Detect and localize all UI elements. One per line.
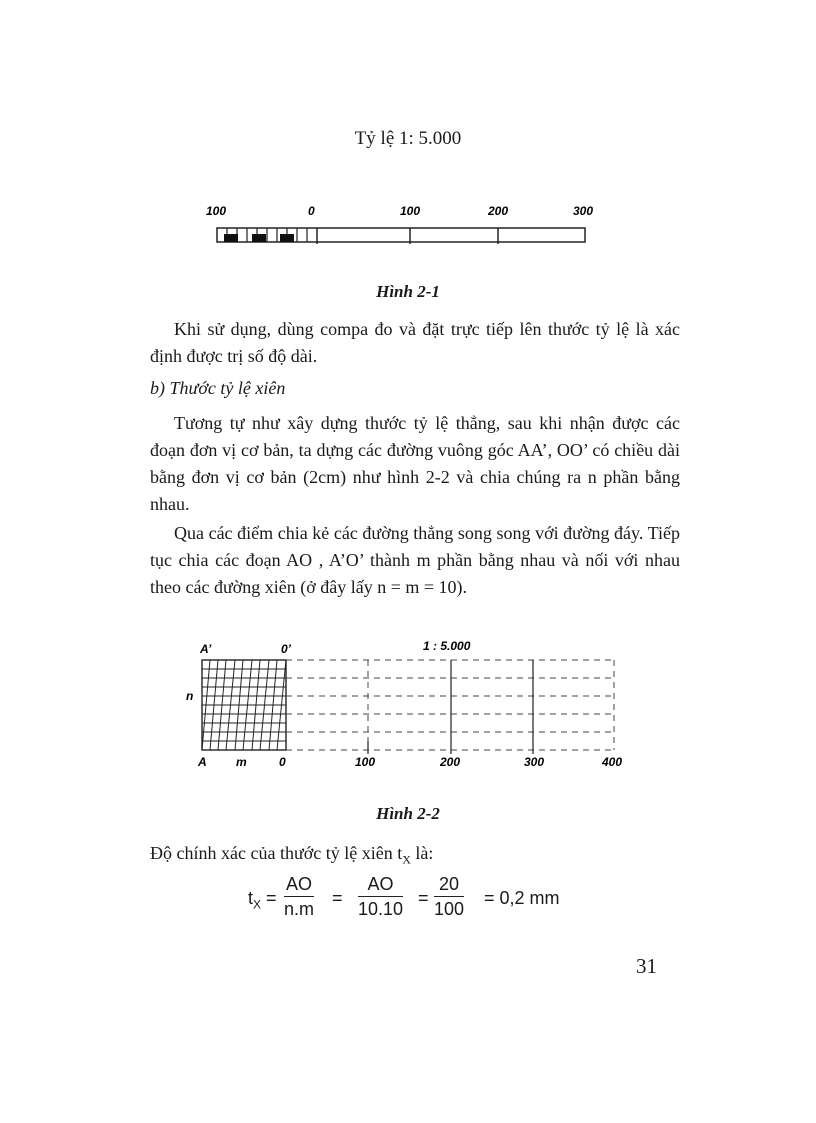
paragraph-3: Qua các điểm chia kẻ các đường thẳng song song với đường đáy. Tiếp tục chia các đoạn AO , A’O’ thành m phần bằng nhau và nối với nhau theo các đường xiên (ở đây lấy n = m = 10).: [150, 523, 680, 597]
fraction-20-over-100: [434, 872, 464, 921]
figure-2-2-caption: Hình 2-2: [376, 804, 440, 823]
fig1-label-100-left: 100: [206, 204, 227, 218]
fig1-label-0: 0: [308, 204, 315, 218]
scale-subdivisions: [227, 228, 307, 242]
fraction-3-numerator: 20: [434, 872, 464, 897]
paragraph-4: [150, 840, 680, 874]
figure-2-1-caption: Hình 2-1: [376, 282, 440, 301]
fig1-label-200: 200: [488, 204, 509, 218]
fig2-label-400: 400: [602, 755, 623, 769]
fig2-label-A-prime: A’: [200, 642, 212, 656]
paragraph-4-end: là:: [410, 843, 434, 863]
diagonal-grid: [202, 660, 286, 750]
precision-formula: [240, 872, 580, 928]
figure-2-1-straight-scale: [200, 198, 600, 248]
formula-eq-2: =: [332, 888, 343, 908]
formula-lhs: [248, 888, 277, 912]
formula-eq-3: =: [418, 888, 429, 908]
fig2-label-300: 300: [524, 755, 545, 769]
fraction-2-numerator: AO: [358, 872, 403, 897]
page-number: 31: [636, 954, 657, 978]
formula-lhs-t: t: [248, 888, 254, 908]
fraction-ao-over-10-10: [358, 872, 403, 921]
paragraph-4-subscript: X: [402, 852, 411, 867]
fig2-label-n: n: [186, 689, 194, 703]
fig1-label-300: 300: [573, 204, 594, 218]
unit-dividers: [368, 660, 533, 754]
fraction-1-numerator: AO: [284, 872, 314, 897]
paragraph-1: Khi sử dụng, dùng compa đo và đặt trực tiếp lên thước tỷ lệ là xác định được trị số độ dài.: [150, 319, 680, 366]
subheading-oblique-scale: b) Thước tỷ lệ xiên: [150, 378, 286, 398]
scale-bar-outline: [217, 228, 585, 242]
fig1-label-100: 100: [400, 204, 421, 218]
fraction-ao-over-nm: [284, 872, 314, 921]
fig2-label-m: m: [236, 755, 247, 769]
fig2-label-O-prime: 0’: [281, 642, 292, 656]
formula-result: = 0,2 mm: [484, 888, 560, 908]
formula-eq-1: =: [266, 888, 277, 908]
fig2-label-200: 200: [440, 755, 461, 769]
fraction-1-denominator: n.m: [284, 899, 315, 919]
figure-2-2-oblique-scale: [178, 636, 638, 776]
scale-filled-segments: [224, 234, 294, 242]
faint-extension-lines: [286, 660, 614, 750]
fig2-scale-label: 1 : 5.000: [423, 639, 471, 653]
fig2-label-100: 100: [355, 755, 376, 769]
fig2-label-A: A: [198, 755, 207, 769]
fraction-2-denominator: 10.10: [358, 899, 404, 919]
paragraph-2: Tương tự như xây dựng thước tỷ lệ thẳng, sau khi nhận được các đoạn đơn vị cơ bản, ta dựng các đường vuông góc AA’, OO’ có chiều dài bằng đơn vị cơ bản (2cm) như hình 2-2 và chia chúng ra n phần bằng nhau.: [150, 413, 680, 514]
formula-lhs-sub: X: [253, 897, 262, 912]
fig2-label-0: 0: [279, 755, 286, 769]
scale-title: Tỷ lệ 1: 5.000: [354, 128, 462, 149]
paragraph-4-text: Độ chính xác của thước tỷ lệ xiên t: [150, 843, 403, 863]
fraction-3-denominator: 100: [434, 899, 465, 919]
